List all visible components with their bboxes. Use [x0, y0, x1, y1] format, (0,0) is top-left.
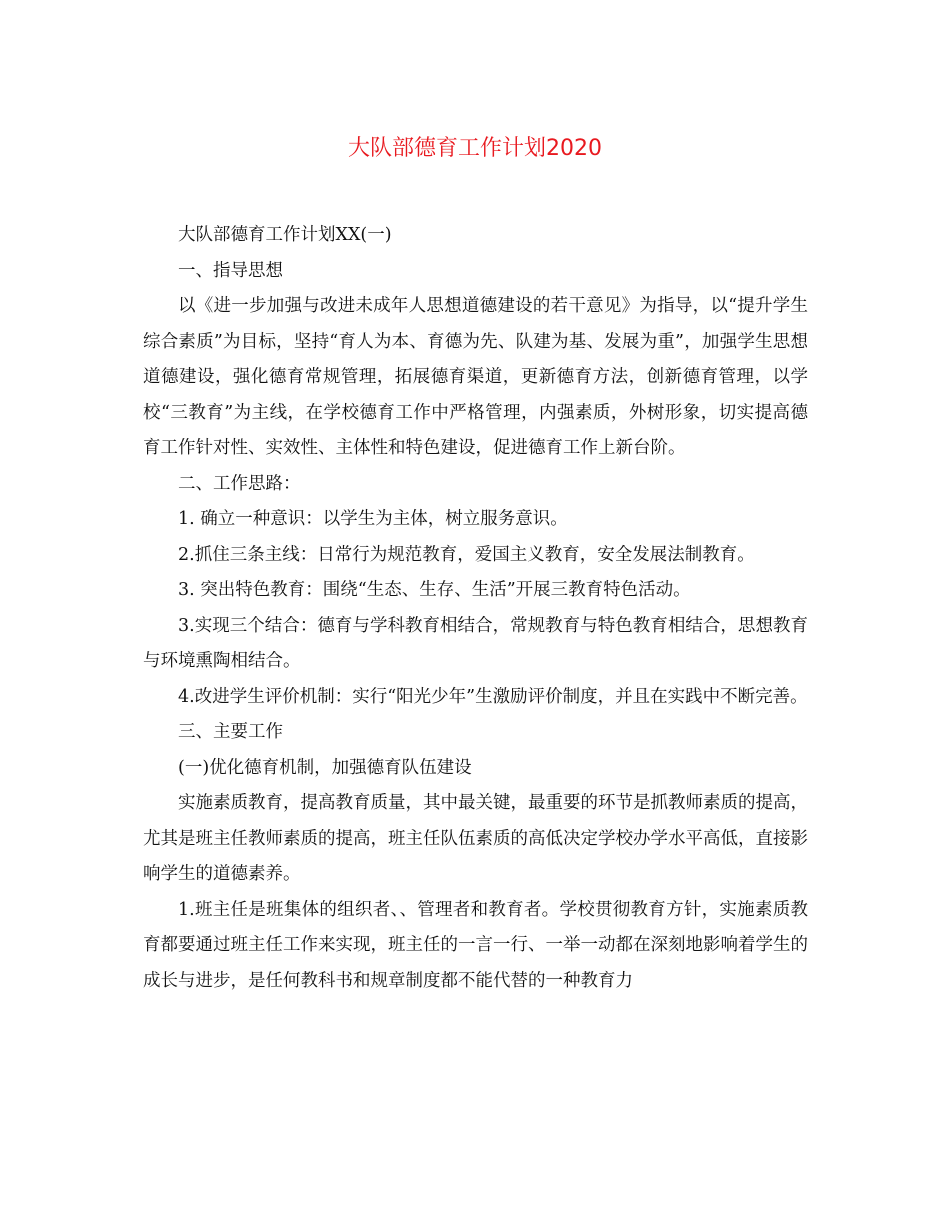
paragraph-item-3a: 3. 突出特色教育：围绕“生态、生存、生活”开展三教育特色活动。 — [178, 580, 691, 600]
paragraph-heading-work-ideas: 二、工作思路： — [178, 473, 301, 494]
paragraph-heading-main-work: 三、主要工作 — [178, 722, 283, 742]
paragraph-head-teacher: 1.班主任是班集体的组织者、、管理者和教育者。学校贯彻教育方针，实施素质教育都要通过班主任工作来实现，班主任的一言一行、一举一动都在深刻地影响着学生的成长与进步，是任何教科书和规章制度都不能代替的一种教育力 — [143, 899, 808, 991]
paragraph-subheading-mechanism: (一)优化德育机制，加强德育队伍建设 — [178, 757, 472, 778]
paragraph-item-1: 1. 确立一种意识：以学生为主体，树立服务意识。 — [178, 509, 568, 529]
paragraph-item-4: 4.改进学生评价机制：实行“阳光少年”生激励评价制度，并且在实践中不断完善。 — [178, 686, 808, 707]
paragraph-subtitle: 大队部德育工作计划XX(一) — [178, 225, 392, 245]
paragraph-guiding-thought: 以《进一步加强与改进未成年人思想道德建设的若干意见》为指导，以“提升学生综合素质”为目标，坚持“育人为本、育德为先、队建为基、发展为重”，加强学生思想道德建设，强化德育常规管理，拓展德育渠道，更新德育方法，创新德育管理，以学校“三教育”为主线，在学校德育工作中严格管理，内强素质，外树形象，切实提高德育工作针对性、实效性、主体性和特色建设，促进德育工作上新台阶。 — [143, 296, 808, 458]
paragraph-item-2: 2.抓住三条主线：日常行为规范教育，爱国主义教育，安全发展法制教育。 — [178, 544, 755, 565]
document-title: 大队部德育工作计划2020 — [348, 136, 602, 161]
document-body — [143, 218, 808, 999]
paragraph-item-3b: 3.实现三个结合：德育与学科教育相结合，常规教育与特色教育相结合，思想教育与环境熏陶相结合。 — [143, 615, 808, 671]
paragraph-heading-guiding-thought: 一、指导思想 — [178, 260, 283, 281]
paragraph-quality-education: 实施素质教育，提高教育质量，其中最关键，最重要的环节是抓教师素质的提高，尤其是班主任教师素质的提高，班主任队伍素质的高低决定学校办学水平高低，直接影响学生的道德素养。 — [143, 793, 808, 884]
